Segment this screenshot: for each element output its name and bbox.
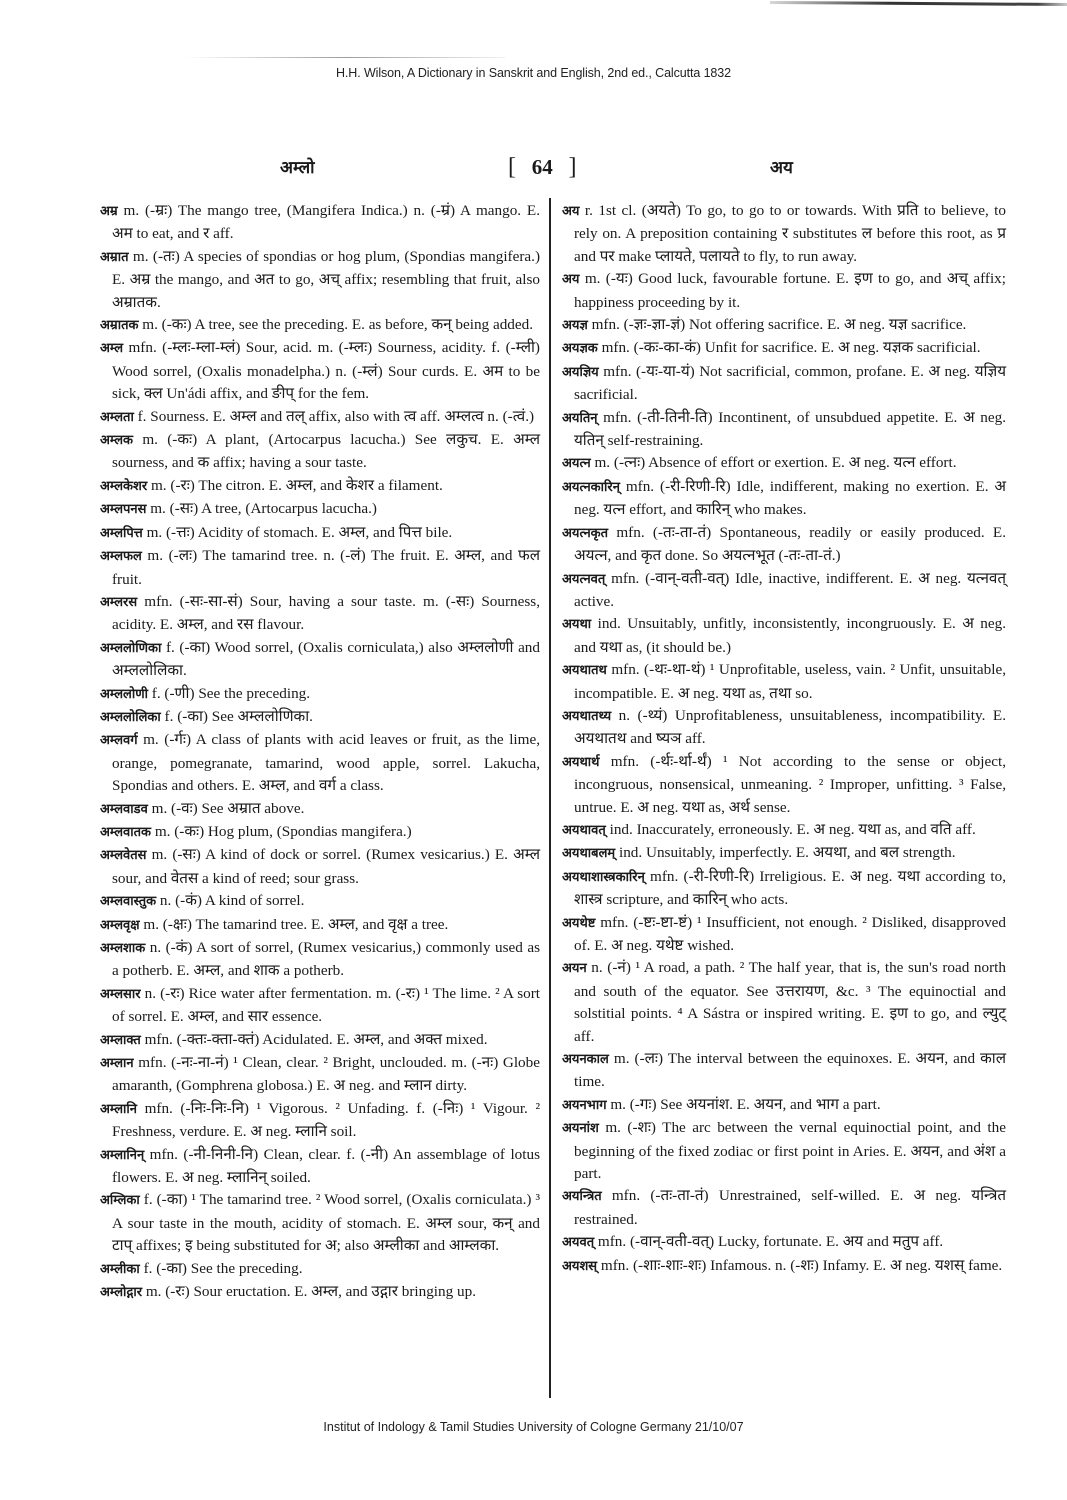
entry-headword: अम्लानिन् — [100, 1147, 145, 1163]
dictionary-entry — [100, 706, 540, 729]
entry-definition: mfn. (-तः-ता-तं) Unrestrained, self-willed. E. अ neg. यन्त्रित restrained. — [574, 1187, 1006, 1228]
entry-definition: m. (-रः) Sour eructation. E. अम्ल, and उद्गार bringing up. — [142, 1283, 476, 1301]
entry-headword: अम्लवास्तुक — [100, 894, 157, 910]
dictionary-entry — [100, 844, 540, 890]
entry-headword: अम्लानि — [100, 1101, 137, 1117]
dictionary-entry — [100, 200, 540, 246]
entry-headword: अम्ललोलिका — [100, 709, 161, 725]
entry-headword: अयतिन् — [562, 410, 598, 426]
entry-definition: mfn. (-वान्-वती-वत्) Idle, inactive, indifferent. E. अ neg. यत्नवत् active. — [574, 569, 1006, 610]
entry-definition: f. (-का) ¹ The tamarind tree. ² Wood sorrel, (Oxalis corniculata.) ³ A sour taste in the mouth, acidity of stomach. E. अम्ल sour, कन् and टाप् affixes; इ being substituted for अ; also अम्लीका and आम्लका. — [112, 1191, 540, 1255]
entry-headword: अयथाबलम् — [562, 846, 616, 862]
entry-headword: अम्लान — [100, 1056, 134, 1072]
entry-headword: अयज्ञिय — [562, 364, 599, 380]
entry-definition: mfn. (-ज्ञः-ज्ञा-ज्ञं) Not offering sacrifice. E. अ neg. यज्ञ sacrifice. — [587, 316, 967, 334]
entry-definition: mfn. (-यः-या-यं) Not sacrificial, common, profane. E. अ neg. यज्ञिय sacrificial. — [574, 362, 1006, 404]
entry-definition: mfn. (-तः-ता-तं) Spontaneous, readily or easily produced. E. अयत्न, and कृत done. So अयत्नभूत (-तः-ता-तं.) — [574, 523, 1006, 565]
dictionary-entry — [100, 914, 540, 937]
dictionary-entry — [100, 1029, 540, 1052]
dictionary-entry — [562, 200, 1006, 268]
right-column — [562, 200, 1006, 1278]
dictionary-entry — [562, 659, 1006, 705]
entry-definition: f. (-का) See अम्ललोणिका. — [160, 707, 313, 725]
entry-definition: n. (-कं) A sort of sorrel, (Rumex vesicarius,) commonly used as a potherb. E. अम्ल, and शाक a potherb. — [112, 939, 540, 980]
source-credit-footer: Institut of Indology & Tamil Studies University of Cologne Germany 21/10/07 — [323, 1420, 744, 1434]
dictionary-entry — [100, 983, 540, 1029]
entry-headword: अम्ल — [100, 341, 124, 357]
entry-definition: r. 1st cl. (अयते) To go, to go to or towards. With प्रति to believe, to rely on. A preposition containing र substitutes ल before this root, as प्र and पर make प्लायते, पलायते to fly, to run away. — [574, 202, 1006, 265]
entry-headword: अम्ललोणिका — [100, 640, 162, 656]
entry-headword: अम्लवर्ग — [100, 733, 138, 749]
running-head-left: अम्लो — [280, 158, 315, 178]
entry-headword: अम्रातक — [100, 318, 139, 334]
entry-headword: अयथा — [562, 617, 592, 633]
dictionary-entry — [562, 705, 1006, 751]
dictionary-entry — [562, 751, 1006, 819]
dictionary-entry — [100, 406, 540, 429]
entry-definition: m. (-कः) A plant, (Artocarpus lacucha.) See लकुच. E. अम्ल sourness, and क affix; having a sour taste. — [112, 431, 540, 472]
entry-definition: n. (-रः) Rice water after fermentation. m. (-रः) ¹ The lime. ² A sort of sorrel. E. अम्ल, and सार essence. — [112, 984, 540, 1026]
entry-headword: अयन्त्रित — [562, 1189, 602, 1205]
entry-definition: n. (-नं) ¹ A road, a path. ² The half year, that is, the sun's road north and south of the equator. See उत्तरायण, &c. ³ The equinoctial and solstitial points. ⁴ A Sástra or inspired writing. E. इण to go, and ल्युट् aff. — [574, 959, 1006, 1045]
entry-definition: mfn. (-ष्टः-ष्टा-ष्टं) ¹ Insufficient, not enough. ² Disliked, disapproved of. E. अ neg. यथेष्ट wished. — [574, 913, 1006, 954]
dictionary-entry — [100, 890, 540, 913]
dictionary-entry — [562, 1117, 1006, 1185]
entry-headword: अयथेष्ट — [562, 915, 596, 931]
entry-definition: m. (-कः) A tree, see the preceding. E. as before, कन् being added. — [138, 316, 534, 334]
entry-headword: अयत्नकृत — [562, 525, 609, 541]
entry-headword: अम्लिका — [100, 1193, 140, 1209]
entry-headword: अम्लता — [100, 409, 134, 425]
dictionary-entry — [562, 361, 1006, 407]
dictionary-entry — [100, 798, 540, 821]
entry-headword: अम्लवेतस — [100, 848, 147, 864]
dictionary-entry — [562, 268, 1006, 314]
entry-definition: m. (-सः) A tree, (Artocarpus lacucha.) — [146, 500, 377, 518]
column-divider — [549, 198, 551, 1398]
dictionary-entry — [100, 1144, 540, 1190]
entry-definition: mfn. (-शाः-शाः-शः) Infamous. n. (-शः) Infamy. E. अ neg. यशस् fame. — [597, 1256, 1003, 1274]
dictionary-entry — [562, 337, 1006, 360]
scan-artifact-line — [770, 1, 1067, 6]
entry-headword: अम्लकेशर — [100, 478, 148, 494]
dictionary-entry — [100, 498, 540, 521]
entry-definition: mfn. (-क्तः-क्ता-क्तं) Acidulated. E. अम्ल, and अक्त mixed. — [140, 1030, 488, 1048]
dictionary-entry — [100, 522, 540, 545]
dictionary-entry — [100, 429, 540, 475]
entry-definition: m. (-क्षः) The tamarind tree. E. अम्ल, and वृक्ष a tree. — [139, 915, 449, 933]
entry-definition: m. (-त्नः) Absence of effort or exertion. E. अ neg. यत्न effort. — [590, 454, 957, 472]
entry-definition: mfn. (-नी-निनी-नि) Clean, clear. f. (-नी) An assemblage of lotus flowers. E. अ neg. म्लानिन् soiled. — [112, 1145, 540, 1187]
entry-definition: f. (-का) See the preceding. — [139, 1259, 303, 1277]
entry-definition: mfn. (-नः-ना-नं) ¹ Clean, clear. ² Bright, unclouded. m. (-नः) Globe amaranth, (Gomphrena globosa.) E. अ neg. and म्लान dirty. — [112, 1054, 540, 1095]
entry-headword: अयथार्थ — [562, 754, 600, 770]
entry-headword: अयत्न — [562, 456, 591, 472]
dictionary-entry — [562, 912, 1006, 958]
entry-headword: अम्लशाक — [100, 941, 146, 956]
dictionary-entry — [100, 545, 540, 591]
entry-definition: f. (-का) Wood sorrel, (Oxalis corniculata,) also अम्ललोणी and अम्ललोलिका. — [112, 638, 540, 680]
entry-definition: m. (-कः) Hog plum, (Spondias mangifera.) — [151, 822, 412, 840]
dictionary-entry — [562, 522, 1006, 568]
dictionary-entry — [100, 246, 540, 314]
entry-definition: mfn. (-म्लः-म्ला-म्लं) Sour, acid. m. (-म्लः) Sourness, acidity. f. (-म्ली) Wood sorrel, (Oxalis monadelpha.) n. (-म्लं) Sour curds. E. अम to be sick, क्ल Un'ádi affix, and ङीप् for the fem. — [112, 339, 540, 403]
entry-definition: mfn. (-निः-निः-नि) ¹ Vigorous. ² Unfading. f. (-निः) ¹ Vigour. ² Freshness, verdure. E. अ neg. म्लानि soil. — [112, 1099, 540, 1141]
dictionary-entry — [100, 591, 540, 637]
dictionary-entry — [562, 476, 1006, 522]
running-head-right: अय — [770, 158, 793, 178]
dictionary-entry — [562, 1231, 1006, 1254]
entry-headword: अयनकाल — [562, 1052, 609, 1068]
entry-definition: n. (-कं) A kind of sorrel. — [156, 892, 305, 910]
entry-definition: m. (-सः) A kind of dock or sorrel. (Rumex vesicarius.) E. अम्ल sour, and वेतस a kind of reed; sour grass. — [112, 846, 540, 887]
entry-headword: अयशस् — [562, 1258, 598, 1274]
entry-definition: m. (-र्गः) A class of plants with acid leaves or fruit, as the lime, orange, pomegranate, tamarind, wood apple, sorrel. Lakucha, Spondias and others. E. अम्ल, and वर्ग a class. — [112, 731, 540, 795]
page-number: [ 64 ] — [508, 154, 577, 180]
dictionary-entry — [562, 314, 1006, 337]
entry-headword: अयनभाग — [562, 1097, 607, 1113]
entry-definition: m. (-वः) See अम्रात above. — [147, 799, 305, 817]
entry-headword: अयथातथ्य — [562, 708, 612, 724]
entry-headword: अयत्नकारिन् — [562, 479, 620, 495]
entry-definition: ind. Inaccurately, erroneously. E. अ neg. यथा as, and वति aff. — [605, 820, 976, 838]
entry-headword: अय — [562, 272, 580, 288]
dictionary-entry — [562, 407, 1006, 453]
source-citation-header: H.H. Wilson, A Dictionary in Sanskrit and English, 2nd ed., Calcutta 1832 — [336, 66, 731, 80]
dictionary-entry — [100, 937, 540, 983]
entry-definition: ind. Unsuitably, unfitly, inconsistently, incongruously. E. अ neg. and यथा as, (it should be.) — [574, 615, 1006, 656]
entry-headword: अय — [562, 204, 580, 219]
dictionary-entry — [562, 1255, 1006, 1278]
dictionary-entry — [100, 1189, 540, 1257]
entry-headword: अम्लक — [100, 433, 134, 449]
entry-headword: अम्लपित्त — [100, 525, 143, 541]
dictionary-entry — [562, 819, 1006, 842]
dictionary-entry — [562, 1048, 1006, 1094]
entry-headword: अम्रात — [100, 249, 129, 265]
dictionary-entry — [562, 568, 1006, 614]
dictionary-entry — [562, 842, 1006, 865]
entry-headword: अम्लोद्गार — [100, 1285, 143, 1301]
entry-definition: ind. Unsuitably, imperfectly. E. अयथा, and बल strength. — [615, 844, 956, 862]
entry-headword: अम्लवृक्ष — [100, 917, 140, 933]
dictionary-entry — [100, 729, 540, 797]
entry-definition: mfn. (-सः-सा-सं) Sour, having a sour taste. m. (-सः) Sourness, acidity. E. अम्ल, and रस flavour. — [112, 592, 540, 634]
dictionary-entry — [100, 1258, 540, 1281]
dictionary-entry — [100, 314, 540, 337]
dictionary-entry — [100, 475, 540, 498]
entry-headword: अम्लीका — [100, 1261, 140, 1277]
entry-headword: अम्लाक्त — [100, 1032, 141, 1048]
left-column — [100, 200, 540, 1305]
entry-headword: अम्लसार — [100, 986, 141, 1002]
entry-headword: अम्र — [100, 204, 118, 219]
entry-definition: m. (-तः) A species of spondias or hog plum, (Spondias mangifera.) E. अम्र the mango, and अत to go, अच् affix; resembling that fruit, also अम्रातक. — [112, 247, 540, 311]
entry-headword: अयत्नवत् — [562, 571, 606, 587]
entry-definition: mfn. (-कः-का-कं) Unfit for sacrifice. E. अ neg. यज्ञक sacrificial. — [597, 339, 981, 357]
dictionary-entry — [562, 452, 1006, 475]
entry-headword: अम्लरस — [100, 594, 138, 610]
dictionary-entry — [562, 613, 1006, 659]
entry-definition: m. (-म्रः) The mango tree, (Mangifera Indica.) n. (-म्रं) A mango. E. अम to eat, and र aff. — [112, 202, 540, 243]
dictionary-entry — [562, 1185, 1006, 1231]
dictionary-entry — [100, 337, 540, 405]
entry-definition: m. (-यः) Good luck, favourable fortune. E. इण to go, and अच् affix; happiness proceeding by it. — [574, 270, 1006, 311]
entry-headword: अयज्ञ — [562, 318, 588, 334]
dictionary-entry — [100, 637, 540, 683]
entry-headword: अयन — [562, 961, 587, 977]
scan-artifact-line — [185, 57, 505, 58]
entry-headword: अम्लपनस — [100, 502, 147, 518]
dictionary-entry — [562, 1094, 1006, 1117]
dictionary-entry — [100, 683, 540, 706]
entry-headword: अयवत् — [562, 1235, 595, 1251]
entry-definition: mfn. (-ती-तिनी-ति) Incontinent, of unsubdued appetite. E. अ neg. यतिन् self-restraining. — [574, 408, 1006, 450]
entry-headword: अयथाशास्त्रकारिन् — [562, 869, 645, 885]
entry-headword: अयथावत् — [562, 822, 606, 838]
dictionary-entry — [100, 1052, 540, 1098]
entry-definition: m. (-लः) The interval between the equinoxes. E. अयन, and काल time. — [574, 1050, 1006, 1091]
entry-definition: f. (-णी) See the preceding. — [147, 684, 311, 702]
entry-headword: अम्ललोणी — [100, 686, 148, 702]
entry-definition: mfn. (-र्थः-र्था-र्थं) ¹ Not according to the sense or object, incongruous, nonsensical, unmeaning. ² Improper, unfitting. ³ False, untrue. E. अ neg. यथा as, अर्थ sense. — [574, 752, 1006, 816]
entry-definition: mfn. (-वान्-वती-वत्) Lucky, fortunate. E. अय and मतुप aff. — [594, 1233, 944, 1251]
entry-definition: m. (-त्तः) Acidity of stomach. E. अम्ल, and पित्त bile. — [142, 523, 453, 541]
entry-headword: अम्लफल — [100, 549, 142, 565]
entry-definition: mfn. (-री-रिणी-रि) Idle, indifferent, making no exertion. E. अ neg. यत्न effort, and कारिन् who makes. — [574, 477, 1006, 519]
entry-headword: अयनांश — [562, 1121, 599, 1137]
entry-headword: अम्लवाडव — [100, 801, 148, 817]
entry-definition: m. (-रः) The citron. E. अम्ल, and केशर a filament. — [147, 476, 443, 494]
entry-headword: अयज्ञक — [562, 341, 598, 357]
entry-definition: m. (-शः) The arc between the vernal equinoctial point, and the beginning of the fixed zodiac or first point in Aries. E. अयन, and अंश a part. — [574, 1119, 1006, 1183]
entry-definition: mfn. (-थः-था-थं) ¹ Unprofitable, useless, vain. ² Unfit, unsuitable, incompatible. E. अ neg. यथा as, तथा so. — [574, 661, 1006, 702]
entry-headword: अयथातथ — [562, 663, 607, 679]
dictionary-entry — [562, 866, 1006, 912]
dictionary-entry — [562, 957, 1006, 1048]
entry-definition: f. Sourness. E. अम्ल and तल् affix, also with त्व aff. अम्लत्व n. (-त्वं.) — [133, 407, 535, 425]
entry-definition: n. (-थ्यं) Unprofitableness, unsuitableness, incompatibility. E. अयथातथ and ष्यञ aff. — [574, 706, 1006, 748]
dictionary-entry — [100, 1098, 540, 1144]
page-number-value: 64 — [531, 155, 553, 179]
dictionary-entry — [100, 1281, 540, 1304]
dictionary-entry — [100, 821, 540, 844]
entry-definition: mfn. (-री-रिणी-रि) Irreligious. E. अ neg. यथा according to, शास्त्र scripture, and कारिन् who acts. — [574, 867, 1006, 909]
entry-headword: अम्लवातक — [100, 824, 152, 840]
entry-definition: m. (-गः) See अयनांश. E. अयन, and भाग a part. — [606, 1095, 881, 1113]
entry-definition: m. (-लः) The tamarind tree. n. (-लं) The fruit. E. अम्ल, and फल fruit. — [112, 547, 540, 588]
